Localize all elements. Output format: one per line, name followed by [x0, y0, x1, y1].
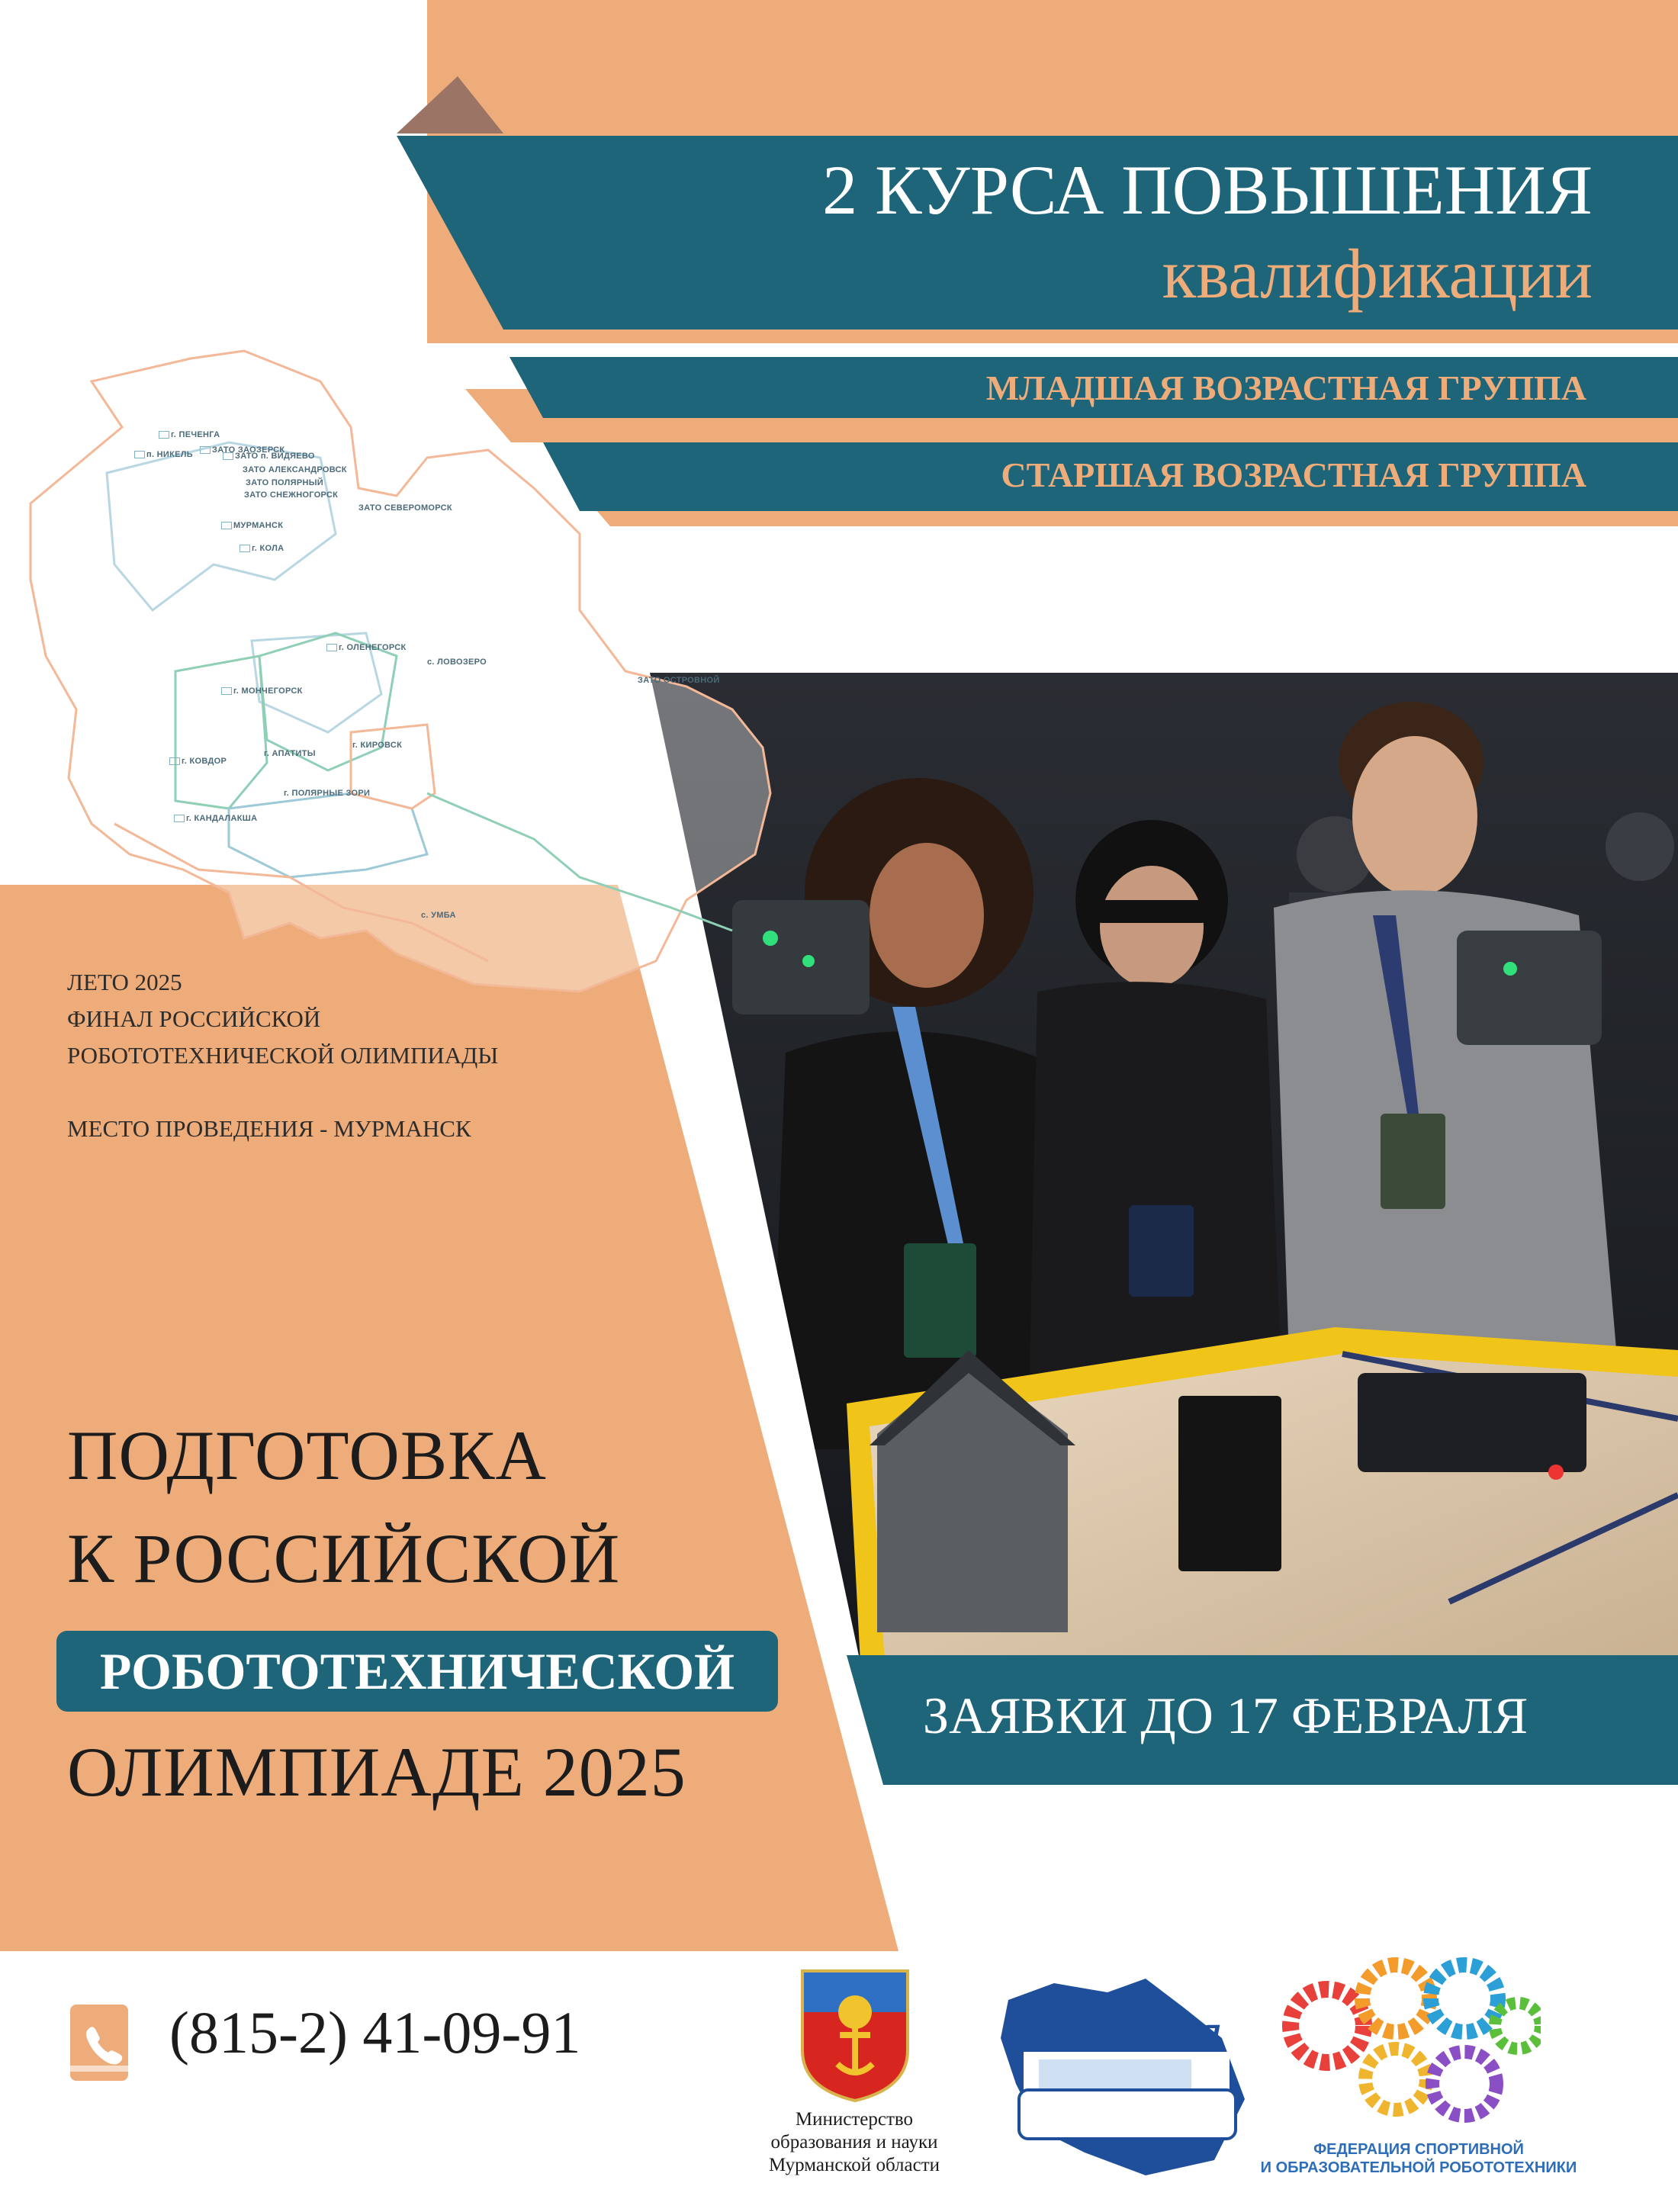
map-label: ЗАТО АЛЕКСАНДРОВСК: [243, 465, 347, 474]
map-label: ЗАТО СНЕЖНОГОРСК: [244, 490, 339, 500]
map-label: с. УМБА: [421, 911, 456, 920]
heading-line-4: ОЛИМПИАДЕ 2025: [67, 1733, 686, 1811]
ministry-caption: [763, 2108, 946, 2177]
map-label: ЗАТО СЕВЕРОМОРСК: [358, 503, 452, 513]
title-line-2: квалификации: [1162, 235, 1593, 313]
map-label: г. КОВДОР: [169, 757, 227, 766]
heading-line-2: К РОССИЙСКОЙ: [67, 1519, 621, 1597]
ministry-line-2: образования и науки: [770, 2132, 938, 2153]
info-olympiad: РОБОТОТЕХНИЧЕСКОЙ ОЛИМПИАДЫ: [67, 1042, 499, 1069]
ministry-line-3: Мурманской области: [768, 2155, 940, 2175]
title-line-1: 2 КУРСА ПОВЫШЕНИЯ: [822, 151, 1593, 229]
phone-book-icon: [67, 2001, 136, 2085]
info-block: [67, 964, 498, 1147]
phone-number: (815-2) 41-09-91: [169, 1999, 581, 2066]
map-outline: [31, 351, 770, 992]
federation-line-2: И ОБРАЗОВАТЕЛЬНОЙ РОБОТОТЕХНИКИ: [1260, 2159, 1577, 2176]
laplandia-text: ЛАПЛАНДИЯ: [1033, 2020, 1220, 2052]
gear-icon: [1291, 1965, 1541, 2116]
info-final: ФИНАЛ РОССИЙСКОЙ: [67, 1005, 321, 1032]
map-label: ЗАТО ЗАОЗЕРСК: [200, 445, 284, 455]
senior-group-label: СТАРШАЯ ВОЗРАСТНАЯ ГРУППА: [1001, 455, 1586, 494]
map-label: ЗАТО ПОЛЯРНЫЙ: [246, 478, 324, 487]
map-label: г. КОЛА: [239, 544, 284, 553]
map-label: ЗАТО ОСТРОВНОЙ: [638, 676, 720, 685]
map-label: г. КИРОВСК: [352, 741, 403, 750]
map-label: г. АПАТИТЫ: [264, 749, 316, 758]
info-season: ЛЕТО 2025: [67, 969, 182, 995]
ministry-line-1: Министерство: [795, 2109, 914, 2130]
map-label: с. ЛОВОЗЕРО: [427, 657, 487, 667]
federation-caption: [1251, 2140, 1586, 2177]
federation-line-1: ФЕДЕРАЦИЯ СПОРТИВНОЙ: [1313, 2141, 1524, 2158]
map-label: г. ПОЛЯРНЫЕ ЗОРИ: [284, 789, 371, 798]
coat-of-arms-icon: [798, 1966, 912, 2104]
laplandia-logo: [993, 1969, 1258, 2183]
map-label: г. ОЛЕНЕГОРСК: [326, 643, 406, 652]
info-venue: МЕСТО ПРОВЕДЕНИЯ - МУРМАНСК: [67, 1115, 471, 1142]
map-label: ЗАТО п. ВИДЯЕВО: [223, 452, 315, 461]
map-label: г. КАНДАЛАКША: [174, 814, 257, 823]
deadline-text: ЗАЯВКИ ДО 17 ФЕВРАЛЯ: [923, 1686, 1529, 1744]
federation-gears-logo: [1281, 1957, 1541, 2133]
map-label: МУРМАНСК: [221, 521, 283, 530]
map-label: п. НИКЕЛЬ: [134, 450, 193, 459]
heading-line-1: ПОДГОТОВКА: [67, 1416, 547, 1494]
map-label: г. ПЕЧЕНГА: [159, 430, 220, 439]
junior-group-label: МЛАДШАЯ ВОЗРАСТНАЯ ГРУППА: [985, 368, 1586, 407]
map-label: г. МОНЧЕГОРСК: [221, 686, 303, 696]
heading-highlight: РОБОТОТЕХНИЧЕСКОЙ: [56, 1631, 778, 1712]
